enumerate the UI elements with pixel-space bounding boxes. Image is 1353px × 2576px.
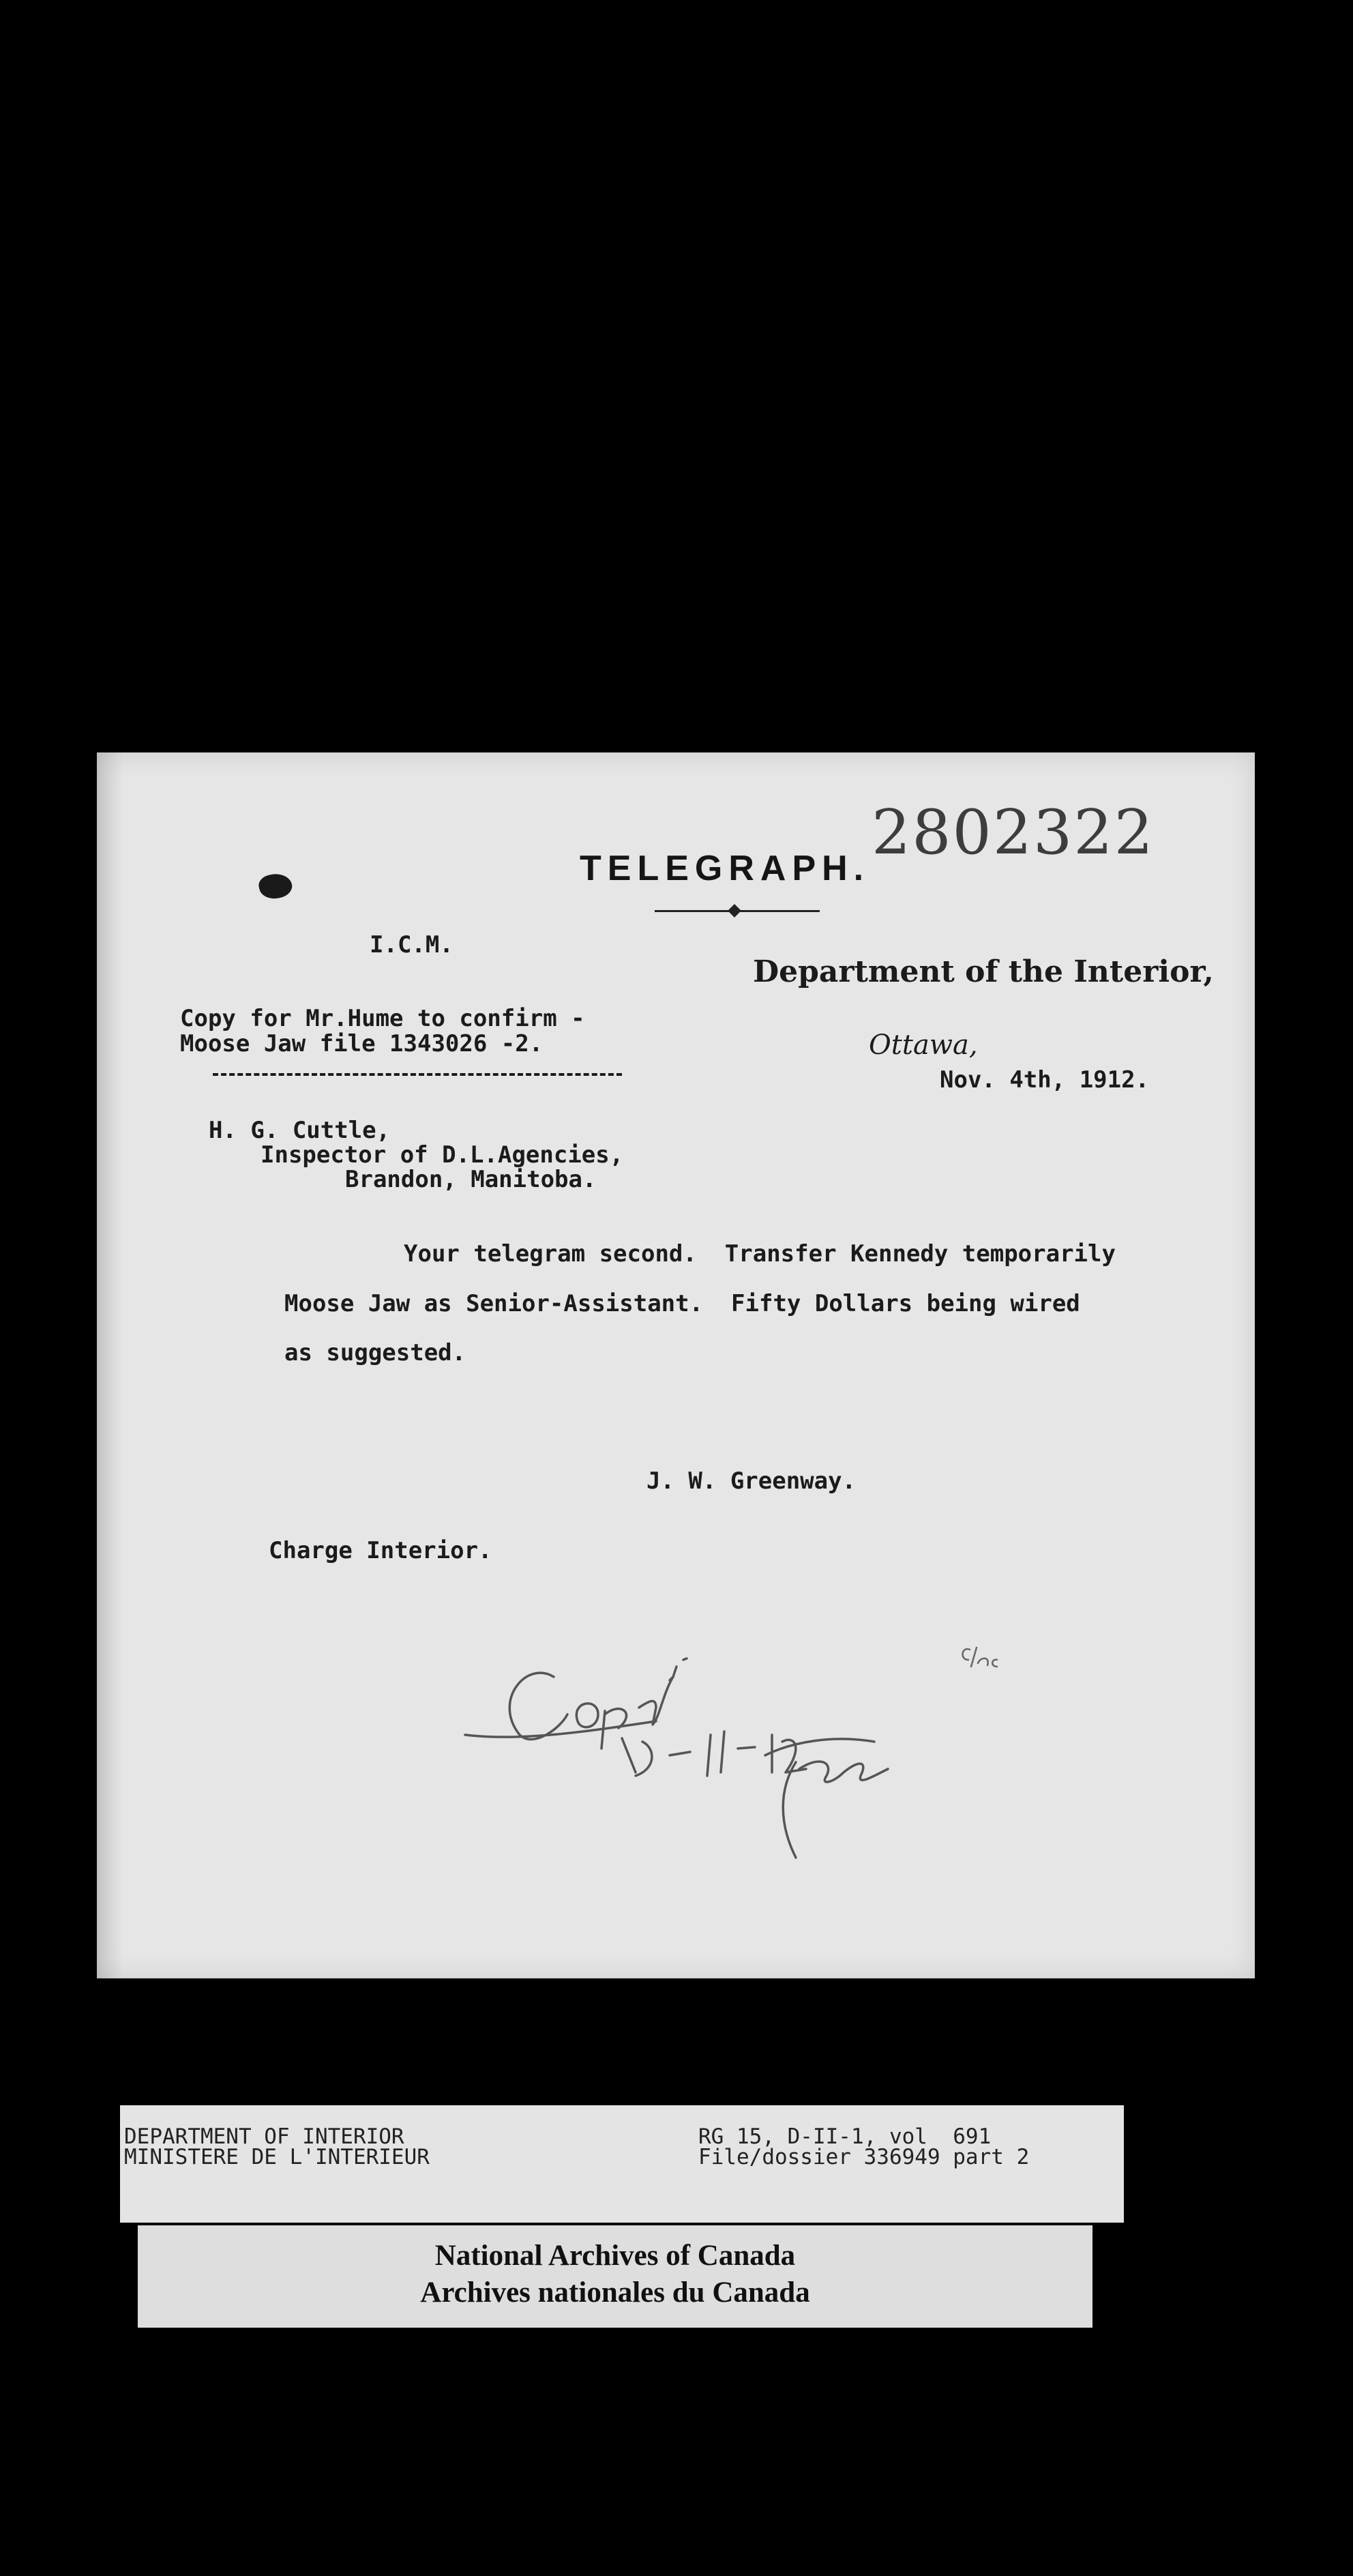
copy-note-line-2: Moose Jaw file 1343026 -2.: [180, 1030, 544, 1057]
place-name: Ottawa,: [869, 1029, 978, 1061]
dept-fr: MINISTERE DE L'INTERIEUR: [124, 2145, 430, 2169]
stamp-number: 2802322: [872, 797, 1155, 868]
archive-reference-label: [120, 2105, 1124, 2223]
body-line-3: as suggested.: [284, 1339, 466, 1366]
copy-note-line-1: Copy for Mr.Hume to confirm -: [180, 1005, 585, 1032]
addressee-place: Brandon, Manitoba.: [345, 1166, 597, 1193]
addressee-name: H. G. Cuttle,: [209, 1117, 391, 1144]
handwritten-copied-note: [451, 1639, 1011, 1864]
ref-line-2: File/dossier 336949 part 2: [698, 2145, 1030, 2169]
dept-en: DEPARTMENT OF INTERIOR: [124, 2124, 404, 2149]
archives-name-en: National Archives of Canada: [434, 2240, 796, 2272]
charge-line: Charge Interior.: [269, 1537, 492, 1564]
dashed-separator: [213, 1073, 622, 1076]
addressee-title: Inspector of D.L.Agencies,: [261, 1141, 624, 1169]
signature: J. W. Greenway.: [646, 1467, 857, 1495]
department-heading: Department of the Interior,: [753, 954, 1214, 989]
body-line-2: Moose Jaw as Senior-Assistant. Fifty Dollars being wired: [284, 1290, 1080, 1317]
telegram-document: [97, 752, 1255, 1978]
archives-footer: [138, 2225, 1092, 2328]
ink-blot: [257, 870, 294, 901]
document-title: TELEGRAPH.: [580, 849, 870, 888]
document-date: Nov. 4th, 1912.: [940, 1066, 1150, 1094]
title-rule-ornament: [728, 904, 741, 918]
ref-line-1: RG 15, D-II-1, vol 691: [698, 2124, 992, 2149]
body-line-1: Your telegram second. Transfer Kennedy temporarily: [404, 1240, 1116, 1268]
archives-name-fr: Archives nationales du Canada: [420, 2277, 810, 2309]
icm-code: I.C.M.: [370, 931, 454, 958]
